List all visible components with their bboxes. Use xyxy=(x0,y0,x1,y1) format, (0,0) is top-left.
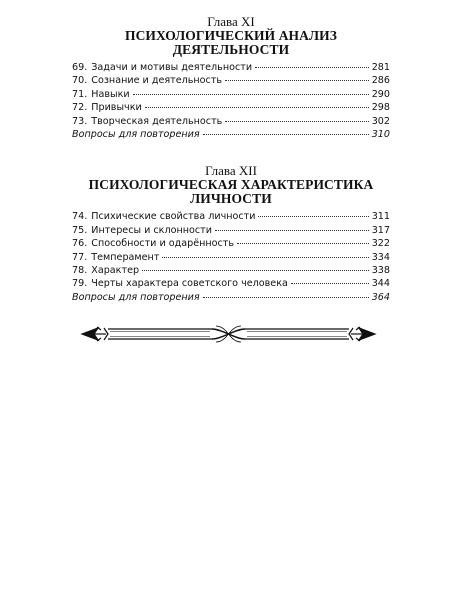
toc-entry-number: 70. xyxy=(72,75,88,87)
toc-leader-dots xyxy=(133,93,369,95)
toc-entry xyxy=(72,88,390,101)
toc-leader-dots xyxy=(203,133,369,135)
toc-entry-title: Задачи и мотивы деятельности xyxy=(91,62,253,73)
toc-entry xyxy=(72,115,390,128)
chapter-label: Глава XII xyxy=(205,163,257,179)
chapter-title-line: ДЕЯТЕЛЬНОСТИ xyxy=(172,42,290,57)
toc-leader-dots xyxy=(215,229,369,231)
toc-page-number: 338 xyxy=(371,265,390,277)
chapter-12 xyxy=(72,163,390,304)
chapter-title-line: ПСИХОЛОГИЧЕСКАЯ ХАРАКТЕРИСТИКА xyxy=(88,177,374,193)
toc-entry-number: 77. xyxy=(72,251,88,263)
toc-leader-dots xyxy=(225,79,369,81)
chapter-label: Глава XI xyxy=(207,14,255,29)
toc-page-number: 311 xyxy=(371,211,390,223)
toc-entry-title: Характер xyxy=(91,265,140,277)
toc-leader-dots xyxy=(142,269,369,271)
toc-leader-dots xyxy=(225,120,368,122)
toc-entry-title: Черты характера советского человека xyxy=(91,278,288,290)
toc-entry-title: Интересы и склонности xyxy=(91,224,212,236)
toc-page-number: 322 xyxy=(371,238,390,250)
toc-entry-number: 69. xyxy=(72,62,88,73)
toc-entry-title: Психические свойства личности xyxy=(91,211,256,223)
toc-page xyxy=(72,14,390,326)
toc-entry-title: Способности и одарённость xyxy=(91,238,235,250)
toc-entry xyxy=(72,224,390,237)
toc-entry xyxy=(72,210,390,223)
toc-entry-number: 78. xyxy=(72,265,88,277)
toc-page-number: 317 xyxy=(371,224,390,236)
toc-leader-dots xyxy=(237,242,369,244)
toc-page-number: 334 xyxy=(371,251,390,263)
toc-entry xyxy=(72,74,390,87)
toc-list xyxy=(72,210,390,304)
chapter-title-line: ЛИЧНОСТИ xyxy=(190,191,272,207)
toc-list xyxy=(72,61,390,141)
toc-page-number: 290 xyxy=(371,88,390,100)
toc-entry-number: 75. xyxy=(72,224,88,236)
toc-entry-title: Вопросы для повторения xyxy=(72,291,200,303)
toc-entry xyxy=(72,277,390,290)
toc-entry-number: 71. xyxy=(72,88,88,100)
decorative-divider-icon xyxy=(80,322,377,346)
toc-leader-dots xyxy=(145,106,369,108)
toc-entry-title: Навыки xyxy=(91,88,130,100)
toc-page-number: 310 xyxy=(371,129,390,141)
chapter-title xyxy=(72,178,390,206)
toc-review-questions xyxy=(72,291,390,304)
toc-entry-number: 79. xyxy=(72,278,88,290)
toc-entry-number: 76. xyxy=(72,238,88,250)
toc-page-number: 302 xyxy=(371,115,390,127)
toc-entry xyxy=(72,101,390,114)
toc-leader-dots xyxy=(258,215,368,217)
toc-leader-dots xyxy=(162,256,368,258)
toc-entry xyxy=(72,264,390,277)
toc-entry-title: Привычки xyxy=(91,102,142,114)
toc-page-number: 344 xyxy=(371,278,390,290)
toc-review-questions xyxy=(72,128,390,141)
toc-entry-title: Темперамент xyxy=(91,251,160,263)
toc-leader-dots xyxy=(291,282,369,284)
chapter-title xyxy=(72,29,390,57)
chapter-title-line: ПСИХОЛОГИЧЕСКИЙ АНАЛИЗ xyxy=(124,28,337,43)
toc-page-number: 364 xyxy=(371,291,390,303)
toc-entry-number: 74. xyxy=(72,211,88,223)
toc-entry-number: 73. xyxy=(72,115,88,127)
chapter-11 xyxy=(72,14,390,141)
toc-entry-title: Сознание и деятельность xyxy=(91,75,223,87)
toc-entry xyxy=(72,251,390,264)
toc-entry-number: 72. xyxy=(72,102,88,114)
toc-leader-dots xyxy=(203,296,369,298)
toc-leader-dots xyxy=(255,66,369,68)
toc-page-number: 281 xyxy=(371,62,390,73)
toc-entry xyxy=(72,237,390,250)
toc-entry-title: Творческая деятельность xyxy=(91,115,223,127)
toc-page-number: 298 xyxy=(371,102,390,114)
toc-entry-title: Вопросы для повторения xyxy=(72,129,200,141)
toc-entry xyxy=(72,61,390,74)
toc-page-number: 286 xyxy=(371,75,390,87)
